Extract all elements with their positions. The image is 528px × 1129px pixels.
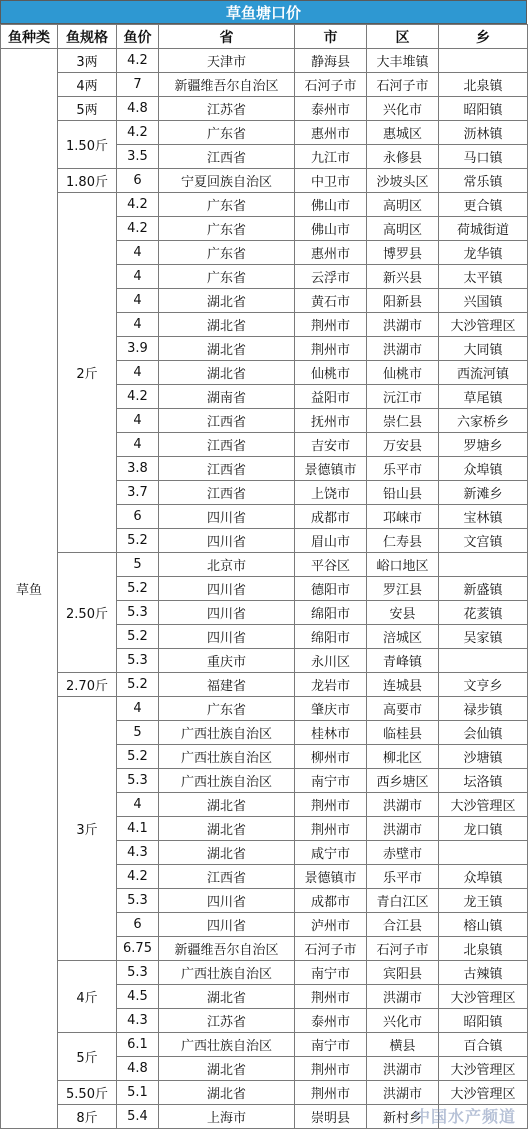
district-cell: 永修县 (367, 145, 439, 169)
header-city: 市 (295, 25, 367, 49)
province-cell: 四川省 (159, 577, 295, 601)
city-cell: 绵阳市 (295, 601, 367, 625)
table-row (1, 1081, 528, 1105)
city-cell: 南宁市 (295, 961, 367, 985)
town-cell: 龙华镇 (439, 241, 528, 265)
spec-cell: 2斤 (58, 193, 117, 553)
table-row (1, 193, 528, 217)
province-cell: 四川省 (159, 913, 295, 937)
city-cell: 石河子市 (295, 73, 367, 97)
district-cell: 洪湖市 (367, 313, 439, 337)
city-cell: 南宁市 (295, 769, 367, 793)
town-cell: 大沙管理区 (439, 1057, 528, 1081)
province-cell: 湖北省 (159, 841, 295, 865)
table-row (1, 121, 528, 145)
price-cell: 4 (117, 241, 159, 265)
price-cell: 3.5 (117, 145, 159, 169)
district-cell: 峪口地区 (367, 553, 439, 577)
sheet-title: 草鱼塘口价 (0, 0, 527, 24)
town-cell: 太平镇 (439, 265, 528, 289)
district-cell: 横县 (367, 1033, 439, 1057)
price-cell: 5.2 (117, 577, 159, 601)
district-cell: 合江县 (367, 913, 439, 937)
town-cell: 昭阳镇 (439, 97, 528, 121)
town-cell: 沙塘镇 (439, 745, 528, 769)
city-cell: 成都市 (295, 505, 367, 529)
town-cell: 古辣镇 (439, 961, 528, 985)
table-row (1, 673, 528, 697)
town-cell: 坛洛镇 (439, 769, 528, 793)
town-cell: 榕山镇 (439, 913, 528, 937)
city-cell: 九江市 (295, 145, 367, 169)
price-cell: 5.2 (117, 625, 159, 649)
price-cell: 5 (117, 553, 159, 577)
city-cell: 中卫市 (295, 169, 367, 193)
district-cell: 赤壁市 (367, 841, 439, 865)
price-cell: 4.2 (117, 217, 159, 241)
province-cell: 湖北省 (159, 1057, 295, 1081)
city-cell: 泰州市 (295, 1009, 367, 1033)
price-cell: 4 (117, 361, 159, 385)
city-cell: 佛山市 (295, 193, 367, 217)
district-cell: 石河子市 (367, 73, 439, 97)
town-cell: 北泉镇 (439, 937, 528, 961)
spec-cell: 2.70斤 (58, 673, 117, 697)
province-cell: 江西省 (159, 865, 295, 889)
city-cell: 崇明县 (295, 1105, 367, 1129)
town-cell: 六家桥乡 (439, 409, 528, 433)
town-cell: 花荄镇 (439, 601, 528, 625)
city-cell: 荆州市 (295, 313, 367, 337)
district-cell: 洪湖市 (367, 1057, 439, 1081)
city-cell: 泰州市 (295, 97, 367, 121)
district-cell: 仙桃市 (367, 361, 439, 385)
town-cell: 宝林镇 (439, 505, 528, 529)
price-cell: 5.4 (117, 1105, 159, 1129)
province-cell: 湖南省 (159, 385, 295, 409)
price-table (0, 24, 528, 1129)
city-cell: 桂林市 (295, 721, 367, 745)
city-cell: 平谷区 (295, 553, 367, 577)
price-cell: 5.3 (117, 649, 159, 673)
header-spec: 鱼规格 (58, 25, 117, 49)
province-cell: 江西省 (159, 457, 295, 481)
province-cell: 四川省 (159, 505, 295, 529)
price-cell: 4.3 (117, 1009, 159, 1033)
town-cell: 龙王镇 (439, 889, 528, 913)
town-cell (439, 1105, 528, 1129)
district-cell: 洪湖市 (367, 337, 439, 361)
spec-cell: 2.50斤 (58, 553, 117, 673)
table-body (1, 49, 528, 1129)
town-cell: 大同镇 (439, 337, 528, 361)
city-cell: 惠州市 (295, 241, 367, 265)
price-cell: 4.2 (117, 385, 159, 409)
town-cell: 罗塘乡 (439, 433, 528, 457)
price-cell: 5.1 (117, 1081, 159, 1105)
table-row (1, 1105, 528, 1129)
city-cell: 云浮市 (295, 265, 367, 289)
district-cell: 临桂县 (367, 721, 439, 745)
province-cell: 江西省 (159, 409, 295, 433)
town-cell: 大沙管理区 (439, 1081, 528, 1105)
price-cell: 6.75 (117, 937, 159, 961)
watermark-logo: 中国水产频道 (413, 1107, 516, 1126)
province-cell: 新疆维吾尔自治区 (159, 937, 295, 961)
city-cell: 荆州市 (295, 1057, 367, 1081)
price-cell: 5.3 (117, 961, 159, 985)
province-cell: 上海市 (159, 1105, 295, 1129)
district-cell: 安县 (367, 601, 439, 625)
city-cell: 荆州市 (295, 1081, 367, 1105)
province-cell: 湖北省 (159, 985, 295, 1009)
price-cell: 4 (117, 697, 159, 721)
table-row (1, 961, 528, 985)
province-cell: 江苏省 (159, 97, 295, 121)
district-cell: 柳北区 (367, 745, 439, 769)
town-cell: 荷城街道 (439, 217, 528, 241)
province-cell: 广西壮族自治区 (159, 745, 295, 769)
town-cell: 新滩乡 (439, 481, 528, 505)
province-cell: 湖北省 (159, 793, 295, 817)
district-cell: 沅江市 (367, 385, 439, 409)
city-cell: 黄石市 (295, 289, 367, 313)
province-cell: 江苏省 (159, 1009, 295, 1033)
city-cell: 益阳市 (295, 385, 367, 409)
header-province: 省 (159, 25, 295, 49)
city-cell: 南宁市 (295, 1033, 367, 1057)
town-cell (439, 841, 528, 865)
table-row (1, 1033, 528, 1057)
city-cell: 荆州市 (295, 817, 367, 841)
province-cell: 福建省 (159, 673, 295, 697)
table-row (1, 553, 528, 577)
city-cell: 肇庆市 (295, 697, 367, 721)
province-cell: 天津市 (159, 49, 295, 73)
province-cell: 四川省 (159, 625, 295, 649)
spec-cell: 3两 (58, 49, 117, 73)
spec-cell: 5.50斤 (58, 1081, 117, 1105)
district-cell: 阳新县 (367, 289, 439, 313)
price-cell: 4.2 (117, 865, 159, 889)
city-cell: 永川区 (295, 649, 367, 673)
price-cell: 4 (117, 433, 159, 457)
district-cell: 连城县 (367, 673, 439, 697)
spec-cell: 5两 (58, 97, 117, 121)
city-cell: 景德镇市 (295, 865, 367, 889)
price-cell: 5.3 (117, 601, 159, 625)
header-row (1, 25, 528, 49)
spec-cell: 3斤 (58, 697, 117, 961)
price-cell: 4.8 (117, 97, 159, 121)
city-cell: 佛山市 (295, 217, 367, 241)
price-cell: 4.5 (117, 985, 159, 1009)
city-cell: 绵阳市 (295, 625, 367, 649)
province-cell: 江西省 (159, 145, 295, 169)
price-cell: 5.2 (117, 529, 159, 553)
town-cell: 草尾镇 (439, 385, 528, 409)
city-cell: 荆州市 (295, 337, 367, 361)
district-cell: 洪湖市 (367, 1081, 439, 1105)
town-cell: 更合镇 (439, 193, 528, 217)
price-cell: 4 (117, 265, 159, 289)
price-cell: 4 (117, 289, 159, 313)
spec-cell: 8斤 (58, 1105, 117, 1129)
district-cell: 崇仁县 (367, 409, 439, 433)
district-cell: 兴化市 (367, 97, 439, 121)
district-cell: 新兴县 (367, 265, 439, 289)
spec-cell: 1.80斤 (58, 169, 117, 193)
price-cell: 4.2 (117, 49, 159, 73)
district-cell: 大丰堆镇 (367, 49, 439, 73)
price-cell: 3.9 (117, 337, 159, 361)
town-cell: 众埠镇 (439, 865, 528, 889)
province-cell: 北京市 (159, 553, 295, 577)
table-row (1, 169, 528, 193)
city-cell: 吉安市 (295, 433, 367, 457)
province-cell: 广东省 (159, 265, 295, 289)
town-cell (439, 649, 528, 673)
town-cell: 新盛镇 (439, 577, 528, 601)
town-cell (439, 553, 528, 577)
province-cell: 广东省 (159, 697, 295, 721)
province-cell: 广西壮族自治区 (159, 769, 295, 793)
district-cell: 乐平市 (367, 865, 439, 889)
price-cell: 5.3 (117, 769, 159, 793)
district-cell: 高明区 (367, 217, 439, 241)
city-cell: 荆州市 (295, 985, 367, 1009)
city-cell: 泸州市 (295, 913, 367, 937)
district-cell: 高明区 (367, 193, 439, 217)
district-cell: 惠城区 (367, 121, 439, 145)
price-cell: 4.3 (117, 841, 159, 865)
header-price: 鱼价 (117, 25, 159, 49)
province-cell: 广东省 (159, 193, 295, 217)
price-cell: 5.3 (117, 889, 159, 913)
price-cell: 4.8 (117, 1057, 159, 1081)
town-cell: 众埠镇 (439, 457, 528, 481)
header-town: 乡 (439, 25, 528, 49)
spec-cell: 5斤 (58, 1033, 117, 1081)
species-cell: 草鱼 (1, 49, 58, 1129)
district-cell: 仁寿县 (367, 529, 439, 553)
province-cell: 湖北省 (159, 313, 295, 337)
district-cell: 青白江区 (367, 889, 439, 913)
city-cell: 德阳市 (295, 577, 367, 601)
district-cell: 乐平市 (367, 457, 439, 481)
province-cell: 湖北省 (159, 337, 295, 361)
spec-cell: 4两 (58, 73, 117, 97)
town-cell: 百合镇 (439, 1033, 528, 1057)
province-cell: 广西壮族自治区 (159, 721, 295, 745)
price-cell: 6 (117, 913, 159, 937)
spec-cell: 1.50斤 (58, 121, 117, 169)
price-cell: 6 (117, 169, 159, 193)
town-cell: 北泉镇 (439, 73, 528, 97)
spec-cell: 4斤 (58, 961, 117, 1033)
district-cell: 洪湖市 (367, 817, 439, 841)
price-cell: 3.8 (117, 457, 159, 481)
town-cell: 禄步镇 (439, 697, 528, 721)
town-cell: 会仙镇 (439, 721, 528, 745)
town-cell: 大沙管理区 (439, 793, 528, 817)
city-cell: 龙岩市 (295, 673, 367, 697)
province-cell: 湖北省 (159, 1081, 295, 1105)
province-cell: 四川省 (159, 601, 295, 625)
city-cell: 石河子市 (295, 937, 367, 961)
town-cell: 大沙管理区 (439, 985, 528, 1009)
district-cell: 沙坡头区 (367, 169, 439, 193)
town-cell: 昭阳镇 (439, 1009, 528, 1033)
town-cell (439, 49, 528, 73)
province-cell: 江西省 (159, 433, 295, 457)
province-cell: 湖北省 (159, 817, 295, 841)
town-cell: 兴国镇 (439, 289, 528, 313)
district-cell: 博罗县 (367, 241, 439, 265)
city-cell: 荆州市 (295, 793, 367, 817)
table-row (1, 49, 528, 73)
city-cell: 景德镇市 (295, 457, 367, 481)
province-cell: 四川省 (159, 529, 295, 553)
price-cell: 3.7 (117, 481, 159, 505)
town-cell: 文宫镇 (439, 529, 528, 553)
town-cell: 沥林镇 (439, 121, 528, 145)
province-cell: 湖北省 (159, 289, 295, 313)
town-cell: 龙口镇 (439, 817, 528, 841)
province-cell: 广西壮族自治区 (159, 961, 295, 985)
price-cell: 4.1 (117, 817, 159, 841)
price-cell: 7 (117, 73, 159, 97)
province-cell: 湖北省 (159, 361, 295, 385)
district-cell: 洪湖市 (367, 985, 439, 1009)
price-cell: 5.2 (117, 745, 159, 769)
district-cell: 邛崃市 (367, 505, 439, 529)
table-row (1, 73, 528, 97)
city-cell: 眉山市 (295, 529, 367, 553)
price-cell: 5.2 (117, 673, 159, 697)
district-cell: 石河子市 (367, 937, 439, 961)
town-cell: 常乐镇 (439, 169, 528, 193)
header-district: 区 (367, 25, 439, 49)
district-cell: 新村乡 (367, 1105, 439, 1129)
province-cell: 宁夏回族自治区 (159, 169, 295, 193)
district-cell: 铅山县 (367, 481, 439, 505)
city-cell: 成都市 (295, 889, 367, 913)
city-cell: 咸宁市 (295, 841, 367, 865)
district-cell: 万安县 (367, 433, 439, 457)
city-cell: 抚州市 (295, 409, 367, 433)
province-cell: 广西壮族自治区 (159, 1033, 295, 1057)
province-cell: 江西省 (159, 481, 295, 505)
district-cell: 青峰镇 (367, 649, 439, 673)
price-cell: 5 (117, 721, 159, 745)
town-cell: 马口镇 (439, 145, 528, 169)
price-cell: 6.1 (117, 1033, 159, 1057)
city-cell: 上饶市 (295, 481, 367, 505)
district-cell: 宾阳县 (367, 961, 439, 985)
price-cell: 4 (117, 409, 159, 433)
city-cell: 惠州市 (295, 121, 367, 145)
town-cell: 吴家镇 (439, 625, 528, 649)
price-cell: 6 (117, 505, 159, 529)
district-cell: 西乡塘区 (367, 769, 439, 793)
price-cell: 4.2 (117, 193, 159, 217)
price-cell: 4.2 (117, 121, 159, 145)
town-cell: 大沙管理区 (439, 313, 528, 337)
table-row (1, 697, 528, 721)
province-cell: 广东省 (159, 217, 295, 241)
province-cell: 广东省 (159, 241, 295, 265)
town-cell: 文亨乡 (439, 673, 528, 697)
district-cell: 兴化市 (367, 1009, 439, 1033)
province-cell: 重庆市 (159, 649, 295, 673)
price-cell: 4 (117, 313, 159, 337)
province-cell: 新疆维吾尔自治区 (159, 73, 295, 97)
price-cell: 4 (117, 793, 159, 817)
table-row (1, 97, 528, 121)
header-species: 鱼种类 (1, 25, 58, 49)
province-cell: 广东省 (159, 121, 295, 145)
city-cell: 柳州市 (295, 745, 367, 769)
town-cell: 西流河镇 (439, 361, 528, 385)
district-cell: 洪湖市 (367, 793, 439, 817)
district-cell: 罗江县 (367, 577, 439, 601)
province-cell: 四川省 (159, 889, 295, 913)
district-cell: 涪城区 (367, 625, 439, 649)
city-cell: 静海县 (295, 49, 367, 73)
city-cell: 仙桃市 (295, 361, 367, 385)
district-cell: 高要市 (367, 697, 439, 721)
